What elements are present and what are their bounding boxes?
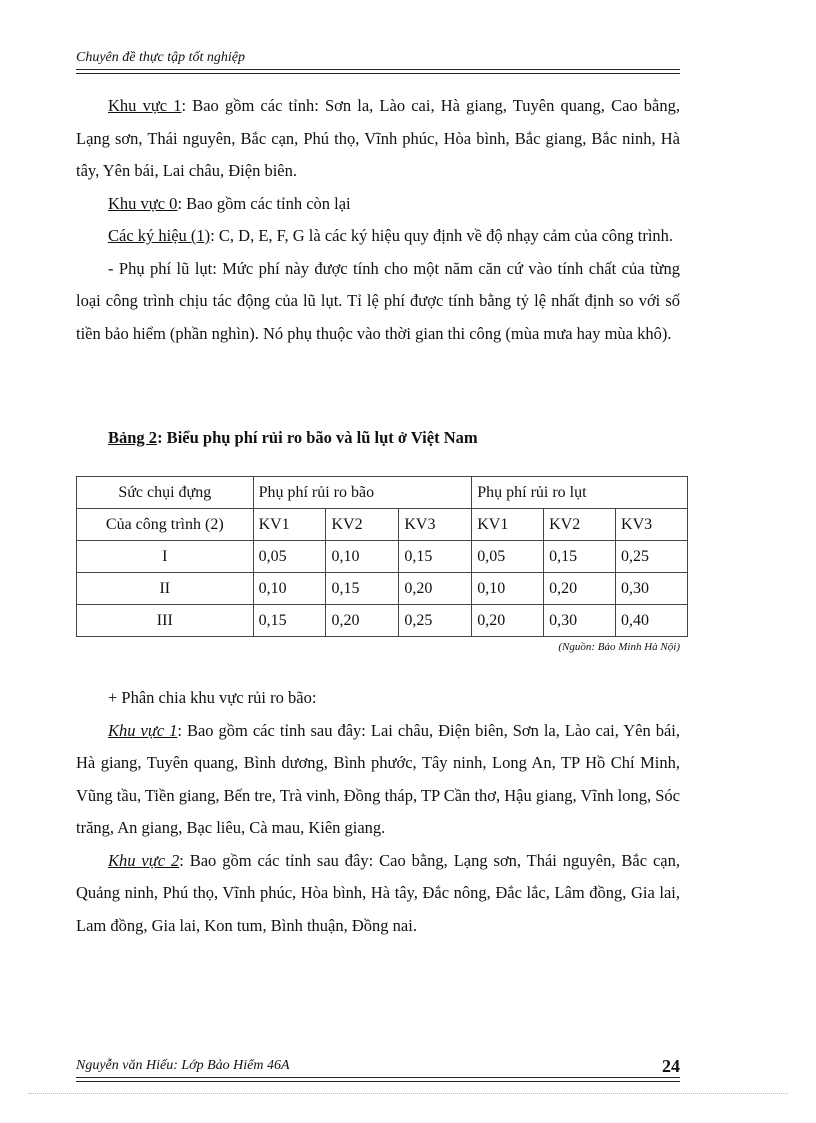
table-cell: 0,15 bbox=[253, 605, 326, 637]
header-cell: KV1 bbox=[472, 509, 544, 541]
page-bottom-divider bbox=[28, 1093, 788, 1094]
table-cell: 0,05 bbox=[253, 541, 326, 573]
paragraph-text: : Bao gồm các tỉnh sau đây: Lai châu, Điện biên, Sơn la, Lào cai, Yên bái, Hà giang, Tuyên quang, Bình dương, Bình phước, Tây ninh, Long An, TP Hồ Chí Minh, Vũng tầu, Tiền giang, Bến tre, Trà vinh, Đồng tháp, TP Cần thơ, Hậu giang, Vĩnh long, Sóc trăng, An giang, Bạc liêu, Cà mau, Kiên giang. bbox=[76, 720, 680, 837]
running-header: Chuyên đề thực tập tốt nghiệp bbox=[76, 50, 245, 65]
table-cell: 0,10 bbox=[326, 541, 399, 573]
paragraph-text: : Bao gồm các tỉnh còn lại bbox=[177, 193, 351, 213]
header-cell: KV2 bbox=[544, 509, 616, 541]
table-row bbox=[77, 573, 688, 605]
table-cell: III bbox=[77, 605, 254, 637]
table-cell: 0,40 bbox=[616, 605, 688, 637]
header-cell: KV3 bbox=[616, 509, 688, 541]
table-cell: I bbox=[77, 541, 254, 573]
table-cell: 0,30 bbox=[616, 573, 688, 605]
running-footer: Nguyễn văn Hiếu: Lớp Bảo Hiểm 46A bbox=[76, 1058, 290, 1073]
table-header-row bbox=[77, 509, 688, 541]
body-section-2 bbox=[76, 682, 680, 942]
table-row bbox=[77, 541, 688, 573]
table-cell: 0,25 bbox=[399, 605, 472, 637]
table-cell: II bbox=[77, 573, 254, 605]
paragraph-label: Khu vực 2 bbox=[108, 850, 180, 870]
table-cell: 0,30 bbox=[544, 605, 616, 637]
paragraph-label: Các ký hiệu (1) bbox=[108, 226, 211, 245]
paragraph-text: : Bao gồm các tỉnh sau đây: Cao bằng, Lạng sơn, Thái nguyên, Bắc cạn, Quảng ninh, Phú thọ, Vĩnh phúc, Hòa bình, Hà tây, Đắc nông, Đắc lắc, Lâm đồng, Gia lai, Lam đồng, Gia lai, Kon tum, Bình thuận, Đồng nai. bbox=[76, 850, 680, 935]
header-cell: Phụ phí rủi ro bão bbox=[253, 477, 472, 509]
footer-rule bbox=[76, 1077, 680, 1082]
table-row bbox=[77, 605, 688, 637]
table-cell: 0,15 bbox=[326, 573, 399, 605]
paragraph-phan-chia: + Phân chia khu vực rủi ro bão: bbox=[108, 688, 317, 707]
paragraph-bao-khu-vuc-1 bbox=[76, 715, 680, 845]
table-cell: 0,20 bbox=[472, 605, 544, 637]
header-cell: Của công trình (2) bbox=[77, 509, 254, 541]
table-cell: 0,05 bbox=[472, 541, 544, 573]
table-title bbox=[108, 428, 478, 448]
paragraph-text: : C, D, E, F, G là các ký hiệu quy định về độ nhạy cảm của công trình. bbox=[210, 226, 674, 245]
fee-table bbox=[76, 476, 688, 637]
table-cell: 0,20 bbox=[544, 573, 616, 605]
header-cell: Sức chụi đựng bbox=[77, 477, 254, 509]
paragraph-bao-khu-vuc-2 bbox=[76, 845, 680, 943]
paragraph-khu-vuc-1 bbox=[76, 90, 680, 188]
paragraph-label: Khu vực 1 bbox=[108, 720, 178, 740]
table-header-row bbox=[77, 477, 688, 509]
table-source: (Nguồn: Bảo Minh Hà Nội) bbox=[558, 641, 680, 653]
header-rule bbox=[76, 69, 680, 74]
table-cell: 0,20 bbox=[326, 605, 399, 637]
table-cell: 0,20 bbox=[399, 573, 472, 605]
table-cell: 0,15 bbox=[399, 541, 472, 573]
table-title-label: Bảng 2 bbox=[108, 428, 158, 447]
paragraph-label: Khu vực 0 bbox=[108, 193, 178, 213]
paragraph-khu-vuc-0 bbox=[76, 188, 680, 221]
header-cell: KV3 bbox=[399, 509, 472, 541]
paragraph-ky-hieu bbox=[76, 220, 680, 253]
table-cell: 0,10 bbox=[472, 573, 544, 605]
paragraph-phu-phi-lu-lut: - Phụ phí lũ lụt: Mức phí này được tính cho một năm căn cứ vào tính chất của từng loại công trình chịu tác động của lũ lụt. Tỉ lệ phí được tính bằng tỷ lệ nhất định so với số tiền bảo hiểm (phần nghìn). Nó phụ thuộc vào thời gian thi công (mùa mưa hay mùa khô). bbox=[76, 258, 680, 343]
page-number: 24 bbox=[662, 1056, 680, 1076]
header-cell: Phụ phí rủi ro lụt bbox=[472, 477, 688, 509]
header-cell: KV2 bbox=[326, 509, 399, 541]
table-cell: 0,15 bbox=[544, 541, 616, 573]
paragraph-text: : Bao gồm các tỉnh: Sơn la, Lào cai, Hà giang, Tuyên quang, Cao bằng, Lạng sơn, Thái nguyên, Bắc cạn, Phú thọ, Vĩnh phúc, Hòa bình, Bắc giang, Bắc ninh, Hà tây, Yên bái, Lai châu, Điện biên. bbox=[76, 96, 680, 180]
table-title-text: : Biểu phụ phí rủi ro bão và lũ lụt ở Việt Nam bbox=[157, 428, 478, 447]
body-section-1 bbox=[76, 90, 680, 350]
table-cell: 0,25 bbox=[616, 541, 688, 573]
paragraph-label: Khu vực 1 bbox=[108, 96, 182, 115]
header-cell: KV1 bbox=[253, 509, 326, 541]
table-cell: 0,10 bbox=[253, 573, 326, 605]
